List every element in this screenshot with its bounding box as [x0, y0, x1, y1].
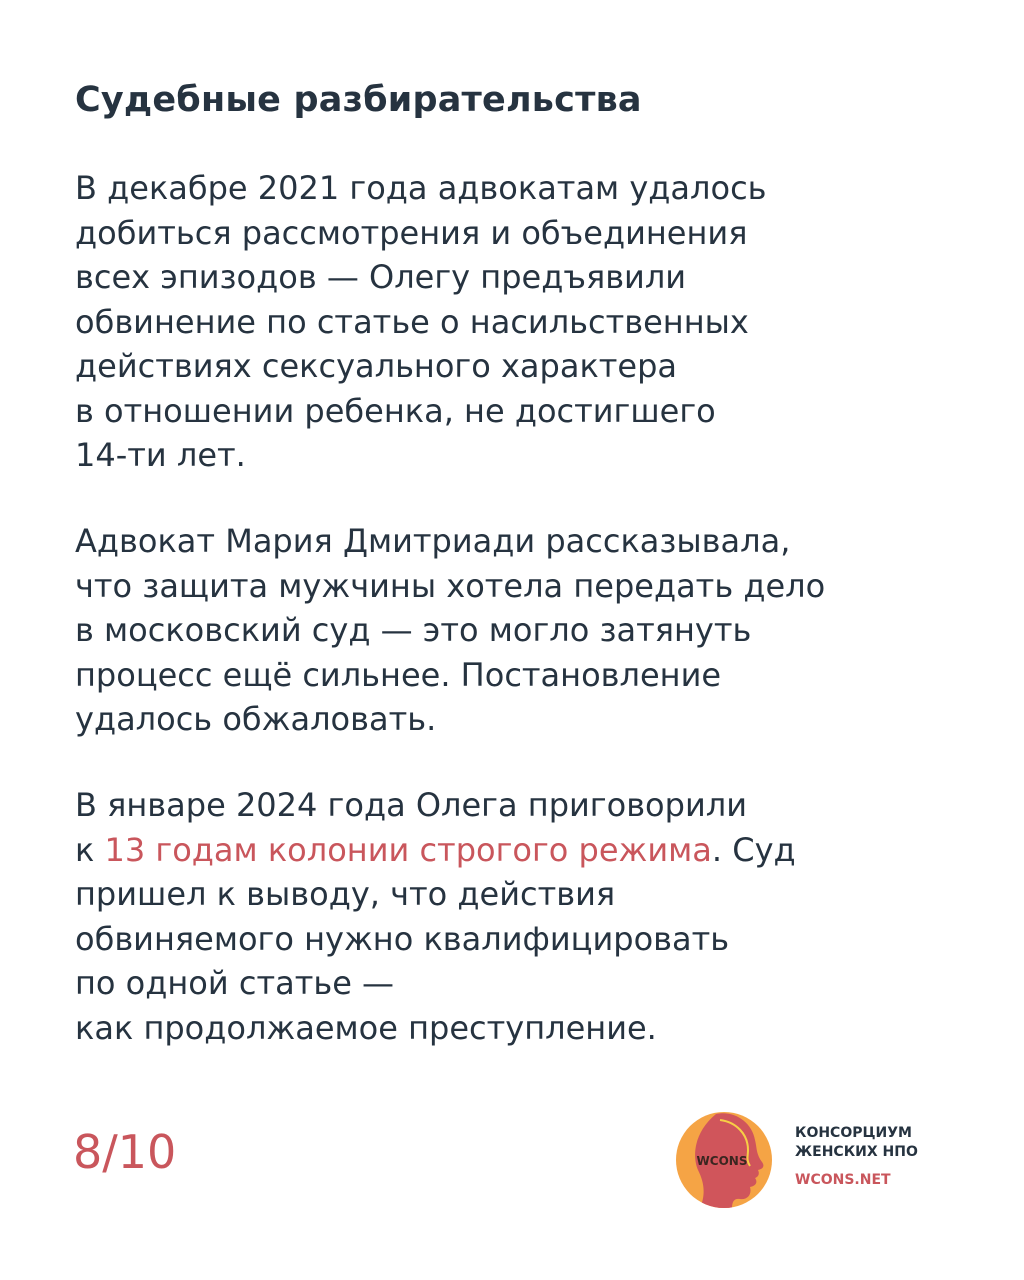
brand-name-line2: ЖЕНСКИХ НПО	[795, 1144, 918, 1160]
logo-text: WCONS	[696, 1154, 748, 1168]
paragraph-verdict	[75, 783, 796, 1050]
paragraph-line: в отношении ребенка, не достигшего	[75, 391, 716, 430]
page-counter: 8/10	[73, 1125, 177, 1179]
paragraph-line: добиться рассмотрения и объединения	[75, 213, 748, 252]
paragraph-line: обвиняемого нужно квалифицировать	[75, 919, 730, 958]
verdict-prefix: к	[75, 830, 105, 869]
paragraph-line	[75, 828, 796, 873]
paragraph-line: по одной статье —	[75, 964, 395, 1002]
paragraph-line: что защита мужчины хотела передать дело	[75, 566, 826, 605]
paragraph-line: пришел к выводу, что действия	[75, 875, 616, 913]
brand-url: WCONS.NET	[795, 1172, 891, 1188]
wcons-logo	[676, 1112, 772, 1208]
paragraph-line: действиях сексуального характера	[75, 347, 678, 385]
paragraph-line: процесс ещё сильнее. Постановление	[75, 655, 722, 694]
paragraph-line: В декабре 2021 года адвокатам удалось	[75, 169, 767, 207]
brand-block	[795, 1124, 918, 1190]
paragraph-line: всех эпизодов — Олегу предъявили	[75, 258, 687, 296]
paragraph-line: Адвокат Мария Дмитриади рассказывала,	[75, 522, 791, 560]
paragraph-line: 14-ти лет.	[75, 436, 246, 474]
wcons-logo-icon	[676, 1112, 772, 1208]
paragraph-line: в московский суд — это могло затянуть	[75, 611, 752, 649]
verdict-suffix: . Суд	[711, 830, 796, 869]
paragraph-court-proceedings	[75, 166, 767, 478]
paragraph-line: как продолжаемое преступление.	[75, 1008, 657, 1047]
brand-name-line1: КОНСОРЦИУМ	[795, 1125, 912, 1141]
sentence-highlight: 13 годам колонии строгого режима	[104, 830, 712, 869]
page-title: Судебные разбирательства	[75, 80, 642, 120]
paragraph-lawyer-statement	[75, 519, 825, 742]
paragraph-line: удалось обжаловать.	[75, 700, 437, 738]
paragraph-line: В январе 2024 года Олега приговорили	[75, 786, 747, 824]
paragraph-line: обвинение по статье о насильственных	[75, 302, 749, 341]
